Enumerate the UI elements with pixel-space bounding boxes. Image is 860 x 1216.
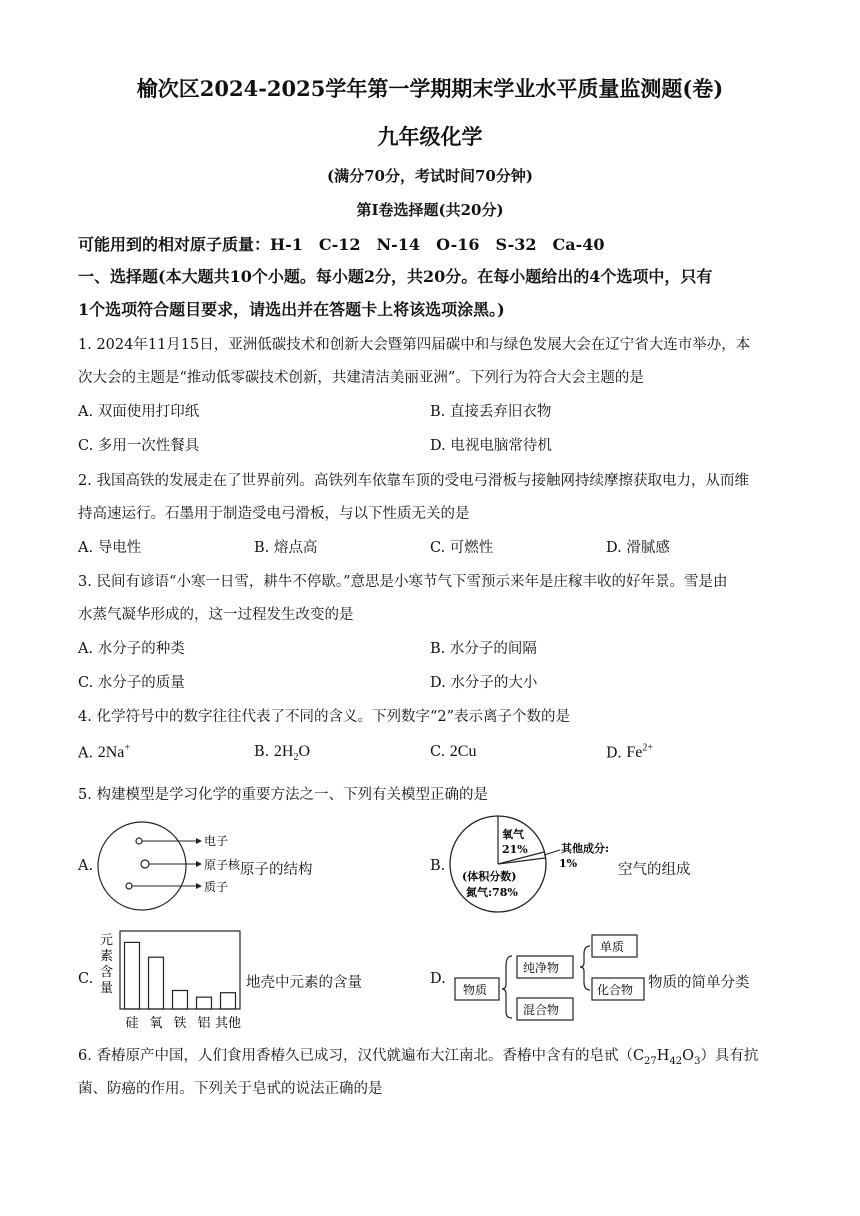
bar-4 (221, 993, 236, 1009)
score-info: (满分70分，考试时间70分钟) (327, 167, 533, 185)
pie-slice-divider-other (498, 858, 545, 864)
q2-line2: 持高速运行。石墨用于制造受电弓滑板，与以下性质无关的是 (78, 506, 470, 522)
q5-option-c-caption: 地壳中元素的含量 (246, 975, 362, 991)
q5-option-a-label: A. (78, 858, 94, 874)
chart-bars (125, 942, 236, 1009)
instructions-line1: 一、选择题(本大题共10个小题。每小题2分，共20分。在每小题给出的4个选项中，只有 (78, 267, 713, 286)
pie-label-oxygen: 氧气 (502, 828, 524, 841)
q3-line2: 水蒸气凝华形成的，这一过程发生改变的是 (78, 607, 354, 623)
q5-option-b-label: B. (430, 858, 446, 874)
q3-line1: 3. 民间有谚语“小寒一日雪，耕牛不停歇。”意思是小寒节气下雪预示来年是庄稼丰收的好年景。雪是由 (78, 574, 728, 590)
chart-ylabel (100, 933, 113, 996)
proton-dot (126, 883, 132, 889)
ylabel-char: 元 (100, 933, 114, 948)
pie-label-nitrogen: 氮气:78% (466, 886, 518, 899)
category-label: 铁 (173, 1016, 187, 1031)
nucleus-dot (141, 860, 149, 868)
category-label: 铝 (197, 1016, 211, 1031)
q1-option-b: B. 直接丢弃旧衣物 (430, 404, 552, 420)
bar-0 (125, 942, 140, 1009)
atomic-masses: 可能用到的相对原子质量：H-1 C-12 N-14 O-16 S-32 Ca-40 (78, 235, 605, 254)
bar-2 (173, 991, 188, 1010)
q4-line1: 4. 化学符号中的数字往往代表了不同的含义。下列数字“2”表示离子个数的是 (78, 709, 570, 725)
q4-option-b: B. $2H_2O$ (254, 743, 310, 764)
q5-option-b-caption: 空气的组成 (618, 862, 691, 878)
label-substance: 物质 (463, 983, 488, 997)
q3-option-b: B. 水分子的间隔 (430, 641, 537, 657)
q4-option-d: D. $Fe^{2+}$ (606, 743, 653, 762)
q1-line1: 1. 2024年11月15日，亚洲低碳技术和创新大会暨第四届碳中和与绿色发展大会在辽宁省大连市举办，本 (78, 337, 751, 353)
q5-option-a-caption: 原子的结构 (240, 862, 313, 878)
electron-label: 电子 (204, 834, 229, 848)
crust-element-bar-chart (96, 928, 246, 1032)
category-label: 其他 (214, 1016, 242, 1031)
brace-pure (580, 946, 590, 990)
pie-label-other: 其他成分: (561, 842, 610, 855)
q4-option-c: C. 2Cu (430, 743, 477, 760)
q2-option-a: A. 导电性 (78, 540, 142, 556)
q4-formula-b: $2H_2O$ (273, 743, 310, 764)
label-element: 单质 (600, 940, 625, 954)
label-compound: 化合物 (597, 983, 634, 997)
ylabel-char: 量 (100, 981, 114, 996)
q2-option-c: C. 可燃性 (430, 540, 494, 556)
q4-option-a: A. 2Na+ (78, 743, 130, 762)
pie-label-volume: (体积分数) (462, 870, 517, 883)
pie-label-oxygen-pct: 21% (502, 843, 528, 856)
q3-option-d: D. 水分子的大小 (430, 675, 538, 691)
q2-line1: 2. 我国高铁的发展走在了世界前列。高铁列车依靠车顶的受电弓滑板与接触网持续摩擦获取电力，从而维 (78, 473, 749, 489)
q5-option-c-label: C. (78, 971, 94, 987)
q1-option-c: C. 多用一次性餐具 (78, 438, 200, 454)
category-label: 硅 (125, 1016, 139, 1031)
q1-line2: 次大会的主题是“推动低零碳技术创新，共建清洁美丽亚洲”。下列行为符合大会主题的是 (78, 370, 644, 386)
ylabel-char: 素 (100, 949, 114, 964)
section-heading: 第I卷选择题(共20分) (356, 201, 504, 219)
q1-option-d: D. 电视电脑常待机 (430, 438, 552, 454)
q4-formula-c: 2Cu (449, 743, 477, 760)
exam-title: 榆次区2024-2025学年第一学期期末学业水平质量监测题(卷) (136, 76, 724, 101)
category-label: 氧 (149, 1016, 163, 1031)
bar-3 (197, 997, 212, 1009)
proton-label: 质子 (204, 880, 229, 894)
q5-option-d-caption: 物质的简单分类 (648, 975, 750, 991)
label-pure: 纯净物 (523, 961, 560, 975)
q4-formula-d: $Fe^{2+}$ (626, 743, 653, 762)
pie-label-other-pct: 1% (559, 857, 578, 870)
q3-option-a: A. 水分子的种类 (78, 641, 185, 657)
bar-1 (149, 957, 164, 1009)
chart-category-labels (125, 1015, 241, 1031)
q3-option-c: C. 水分子的质量 (78, 675, 185, 691)
q2-option-d: D. 滑腻感 (606, 540, 670, 556)
q1-option-a: A. 双面使用打印纸 (78, 404, 200, 420)
substance-classification-diagram (450, 930, 650, 1026)
label-mixture: 混合物 (523, 1003, 560, 1017)
q5-line1: 5. 构建模型是学习化学的重要方法之一、下列有关模型正确的是 (78, 787, 488, 803)
q5-option-d-label: D. (430, 971, 446, 987)
q2-option-b: B. 熔点高 (254, 540, 318, 556)
electron-dot (136, 838, 142, 844)
q6-line2: 菌、防癌的作用。下列关于皂甙的说法正确的是 (78, 1081, 383, 1097)
exam-subtitle: 九年级化学 (377, 124, 483, 149)
ylabel-char: 含 (100, 965, 114, 980)
nucleus-label: 原子核 (204, 858, 241, 872)
instructions-line2: 1个选项符合题目要求，请选出并在答题卡上将该选项涂黑。) (78, 300, 505, 319)
q4-formula-a: 2Na+ (97, 743, 130, 762)
brace-main (502, 956, 512, 1018)
q6-line1: 6. 香椿原产中国，人们食用香椿久已成习，汉代就遍布大江南北。香椿中含有的皂甙$(C_{27}H_{42}O_3)$具有抗 (78, 1048, 759, 1067)
